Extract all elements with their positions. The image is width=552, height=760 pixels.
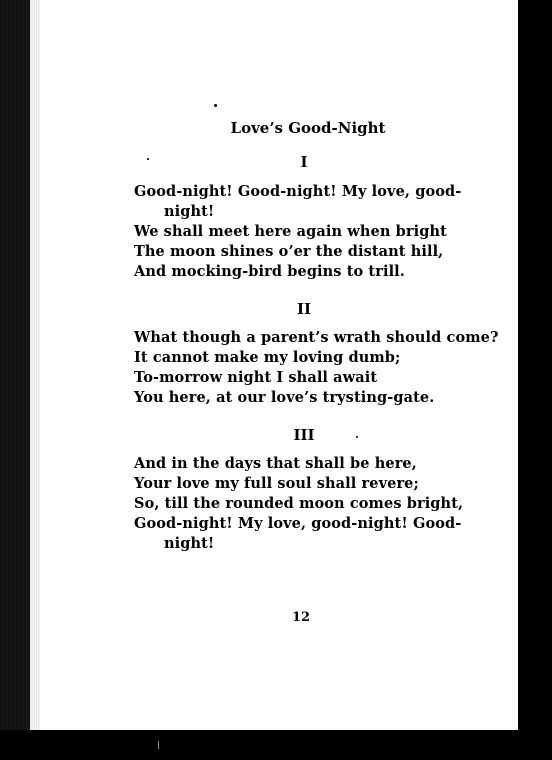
stanza-line: You here, at our love’s trysting-gate. [134,389,435,406]
stanza-line: So, till the rounded moon comes bright, [134,495,464,512]
book-binding-edge [0,0,30,760]
stanza-line: To-morrow night I shall await [134,369,378,386]
stanza-2 [134,328,499,408]
bottom-scan-border [0,730,552,760]
stanza-line: Your love my full soul shall revere; [134,475,419,492]
ink-speck [147,158,149,160]
stanza-line: Good-night! My love, good-night! Good- [134,515,462,532]
stanza-line: The moon shines o’er the distant hill, [134,243,444,260]
stanza-line: And mocking-bird begins to trill. [134,263,405,280]
right-scan-border [518,0,552,760]
stanza-line: What though a parent’s wrath should come? [134,329,499,346]
stanza-numeral-3: III [293,426,315,444]
ink-speck [214,104,217,107]
stanza-line: We shall meet here again when bright [134,223,447,240]
poem [30,0,518,731]
stanza-3 [134,454,463,554]
scan-mark [158,741,159,749]
stanza-numeral-1: I [300,153,308,171]
stanza-line: And in the days that shall be here, [134,455,417,472]
stanza-1 [134,182,461,282]
stanza-line: It cannot make my loving dumb; [134,349,401,366]
page-number: 12 [291,610,311,625]
stanza-line: Good-night! Good-night! My love, good- [134,183,462,200]
poem-title: Love’s Good-Night [230,119,386,137]
ink-speck [356,436,358,438]
stanza-line: night! [164,203,215,220]
book-page [30,0,520,731]
stanza-numeral-2: II [296,300,312,318]
stanza-line: night! [164,535,215,552]
